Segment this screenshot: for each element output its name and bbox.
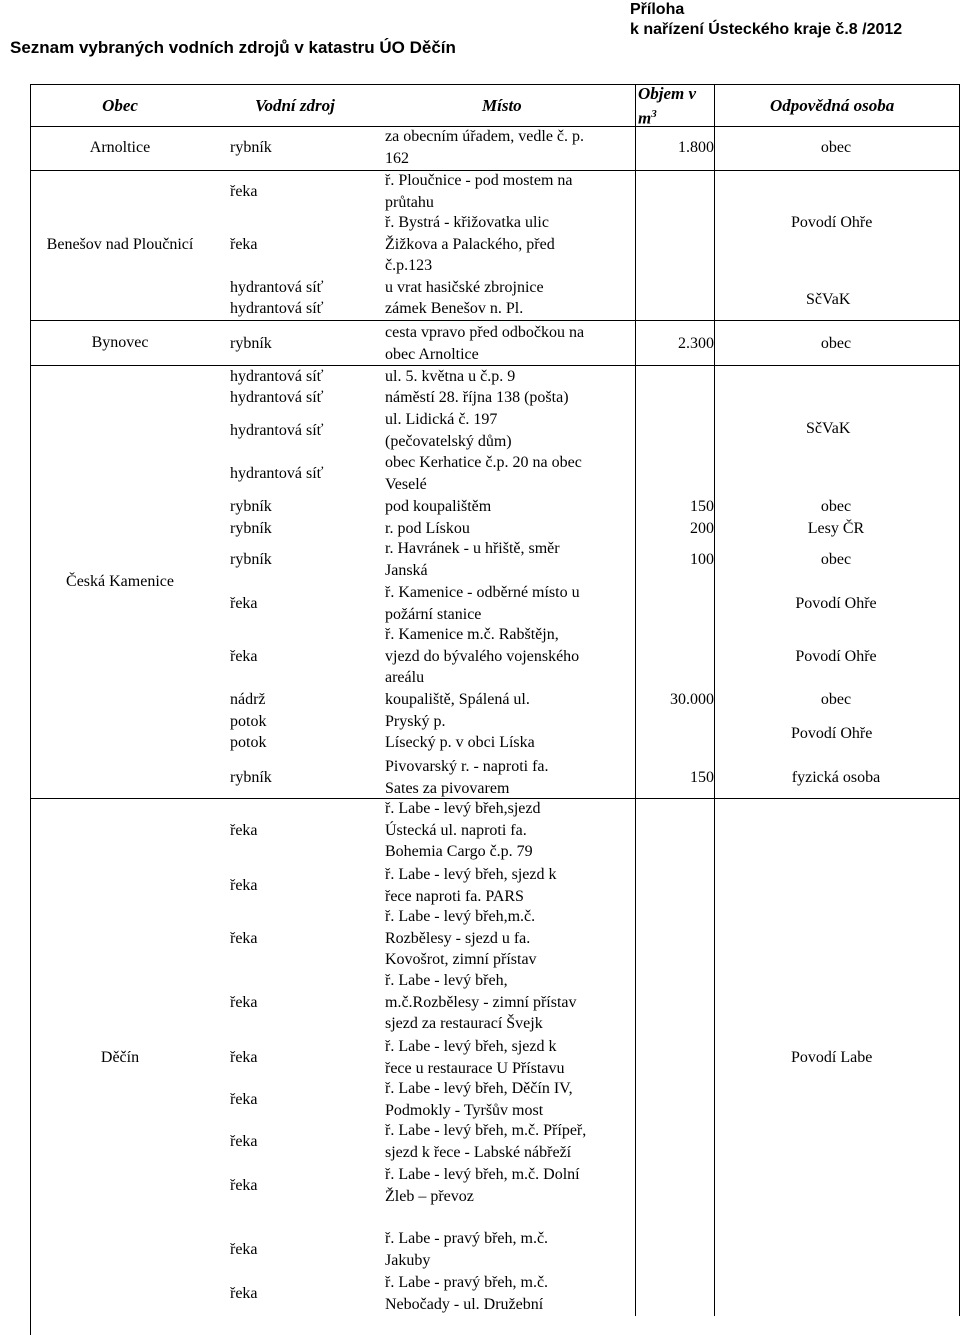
misto-line: ř. Kamenice - odběrné místo u — [385, 584, 580, 601]
misto-line: Janská — [385, 561, 428, 579]
misto-line: náměstí 28. října 138 (pošta) — [385, 389, 569, 406]
vodni-zdroj-cell: hydrantová síť — [230, 464, 324, 482]
misto-line: obec Kerhatice č.p. 20 na obec — [385, 454, 582, 471]
misto-line: ř. Labe - levý břeh,sjezd — [385, 800, 541, 817]
misto-line: Lísecký p. v obci Líska — [385, 734, 535, 751]
obec-decin: Děčín — [100, 1049, 140, 1066]
vodni-zdroj-cell: řeka — [230, 929, 258, 947]
vodni-zdroj-cell: řeka — [230, 647, 258, 665]
header-vodni-zdroj: Vodní zdroj — [255, 96, 335, 115]
misto-line: zámek Benešov n. Pl. — [385, 300, 524, 317]
vodni-zdroj-cell: rybník — [230, 138, 272, 156]
header-objem-unit: $m^3$ — [638, 108, 657, 128]
misto-line: Kovošrot, zimní přístav — [385, 951, 537, 968]
odpovedna-osoba-cell: Povodí Ohře — [795, 647, 877, 665]
misto-line: r. pod Lískou — [385, 520, 470, 537]
obec-ceska-kamenice: Česká Kamenice — [66, 573, 174, 590]
misto-line: č.p.123 — [385, 257, 433, 274]
misto-line: m.č.Rozbělesy - zimní přístav — [385, 993, 577, 1011]
misto-line: ř. Ploučnice - pod mostem na — [385, 172, 573, 189]
misto-line: u vrat hasičské zbrojnice — [385, 279, 544, 296]
misto-line: r. Havránek - u hřiště, směr — [385, 540, 560, 557]
objem-cell: 30.000 — [670, 691, 714, 708]
misto-line: Veselé — [385, 475, 427, 493]
column-divider — [30, 84, 31, 1316]
objem-cell: 200 — [690, 520, 714, 537]
vodni-zdroj-cell: řeka — [230, 821, 258, 839]
vodni-zdroj-cell: řeka — [230, 1284, 258, 1302]
vodni-zdroj-cell: hydrantová síť — [230, 421, 324, 439]
objem-cell: 1.800 — [678, 138, 714, 156]
osoba-povodi-labe: Povodí Labe — [791, 1049, 873, 1066]
misto-line: koupaliště, Spálená ul. — [385, 691, 530, 708]
vodni-zdroj-cell: hydrantová síť — [230, 279, 324, 296]
header-misto: Místo — [482, 96, 522, 115]
misto-line: požární stanice — [385, 605, 482, 623]
row-divider — [30, 320, 960, 321]
misto-line: ř. Labe - levý břeh, — [385, 972, 508, 989]
column-divider — [714, 84, 715, 1316]
misto-line: cesta vpravo před odbočkou na — [385, 324, 585, 341]
vodni-zdroj-cell: potok — [230, 713, 267, 730]
misto-line: Ústecká ul. naproti fa. — [385, 821, 527, 839]
header-obec: Obec — [102, 96, 138, 115]
misto-line: řece naproti fa. PARS — [385, 887, 524, 905]
obec-arnoltice: Arnoltice — [89, 139, 151, 156]
objem-cell: 100 — [690, 550, 714, 568]
osoba-povodi-ohre: Povodí Ohře — [791, 725, 873, 742]
misto-line: Sates za pivovarem — [385, 779, 510, 797]
misto-line: ř. Labe - levý břeh, m.č. Dolní — [385, 1166, 580, 1183]
annex-heading — [630, 0, 902, 40]
vodni-zdroj-cell: rybník — [230, 520, 272, 537]
vodni-zdroj-cell: nádrž — [230, 691, 266, 708]
misto-line: Rozbělesy - sjezd u fa. — [385, 929, 531, 947]
misto-line: Nebočady - ul. Družební — [385, 1295, 544, 1313]
misto-line: Podmokly - Tyršův most — [385, 1101, 544, 1119]
obec-benesov: Benešov nad Ploučnicí — [46, 236, 194, 253]
header-odpovedna-osoba: Odpovědná osoba — [770, 96, 895, 115]
obec-bynovec: Bynovec — [91, 334, 149, 351]
annex-label: Příloha — [630, 1, 685, 18]
misto-line: 162 — [385, 149, 409, 167]
objem-cell: 2.300 — [678, 334, 714, 352]
odpovedna-osoba-cell: obec — [820, 498, 852, 515]
vodni-zdroj-cell: řeka — [230, 1240, 258, 1258]
misto-line: Žleb – převoz — [385, 1187, 474, 1205]
misto-line: vjezd do bývalého vojenského — [385, 647, 580, 665]
misto-line: (pečovatelský dům) — [385, 432, 512, 450]
misto-line: Pryský p. — [385, 713, 446, 730]
misto-line: Žižkova a Palackého, před — [385, 235, 555, 253]
osoba-scvak: SčVaK — [806, 420, 851, 437]
vodni-zdroj-cell: rybník — [230, 498, 272, 515]
osoba-scvak: SčVaK — [806, 291, 851, 308]
misto-line: ř. Labe - levý břeh, Děčín IV, — [385, 1080, 573, 1097]
header-objem — [638, 84, 696, 129]
column-divider — [635, 84, 636, 1316]
misto-line: Jakuby — [385, 1251, 431, 1269]
vodni-zdroj-cell: řeka — [230, 876, 258, 894]
header-objem-line1: Objem v — [638, 84, 697, 103]
misto-line: ř. Labe - levý břeh, sjezd k — [385, 1038, 557, 1055]
misto-line: ř. Labe - pravý břeh, m.č. — [385, 1274, 549, 1291]
vodni-zdroj-cell: řeka — [230, 1090, 258, 1108]
vodni-zdroj-cell: hydrantová síť — [230, 368, 324, 385]
misto-line: ř. Kamenice m.č. Rabštějn, — [385, 626, 559, 643]
misto-line: pod koupalištěm — [385, 498, 492, 515]
misto-line: ul. 5. května u č.p. 9 — [385, 368, 516, 385]
misto-line: sjezd k řece - Labské nábřeží — [385, 1143, 572, 1161]
odpovedna-osoba-cell: obec — [820, 138, 852, 156]
misto-line: ř. Labe - levý břeh, sjezd k — [385, 866, 557, 883]
objem-cell: 150 — [690, 768, 714, 786]
vodni-zdroj-cell: řeka — [230, 1176, 258, 1194]
odpovedna-osoba-cell: Povodí Ohře — [795, 594, 877, 612]
objem-cell: 150 — [690, 498, 714, 515]
misto-line: řece u restaurace U Přístavu — [385, 1059, 565, 1077]
misto-line: Bohemia Cargo č.p. 79 — [385, 843, 533, 860]
vodni-zdroj-cell: rybník — [230, 550, 272, 568]
annex-regulation: k nařízení Ústeckého kraje č.8 /2012 — [630, 21, 903, 38]
misto-line: ul. Lidická č. 197 — [385, 411, 498, 428]
odpovedna-osoba-cell: Lesy ČR — [807, 520, 865, 537]
misto-line: ř. Bystrá - křižovatka ulic — [385, 214, 549, 231]
vodni-zdroj-cell: hydrantová síť — [230, 300, 324, 317]
misto-line: průtahu — [385, 193, 434, 211]
odpovedna-osoba-cell: fyzická osoba — [791, 768, 881, 786]
misto-line: obec Arnoltice — [385, 345, 479, 363]
misto-line: ř. Labe - levý břeh, m.č. Přípeř, — [385, 1122, 587, 1139]
odpovedna-osoba-cell: obec — [820, 691, 852, 708]
misto-line: areálu — [385, 669, 425, 686]
misto-line: Pivovarský r. - naproti fa. — [385, 758, 549, 775]
vodni-zdroj-cell: řeka — [230, 1048, 258, 1066]
osoba-povodi-ohre: Povodí Ohře — [791, 214, 873, 231]
document-title: Seznam vybraných vodních zdrojů v katastru ÚO Děčín — [10, 38, 456, 57]
misto-line: ř. Labe - pravý břeh, m.č. — [385, 1230, 549, 1247]
vodni-zdroj-cell: řeka — [230, 1132, 258, 1150]
vodni-zdroj-cell: rybník — [230, 768, 272, 786]
vodni-zdroj-cell: rybník — [230, 334, 272, 352]
misto-line: sjezd za restaurací Švejk — [385, 1015, 543, 1032]
vodni-zdroj-cell: potok — [230, 734, 267, 751]
vodni-zdroj-cell: řeka — [230, 182, 258, 200]
misto-line: za obecním úřadem, vedle č. p. — [385, 128, 585, 145]
vodni-zdroj-cell: řeka — [230, 235, 258, 253]
misto-line: ř. Labe - levý břeh,m.č. — [385, 908, 536, 925]
vodni-zdroj-cell: řeka — [230, 993, 258, 1011]
vodni-zdroj-cell: hydrantová síť — [230, 389, 324, 406]
odpovedna-osoba-cell: obec — [820, 334, 852, 352]
vodni-zdroj-cell: řeka — [230, 594, 258, 612]
odpovedna-osoba-cell: obec — [820, 550, 852, 568]
